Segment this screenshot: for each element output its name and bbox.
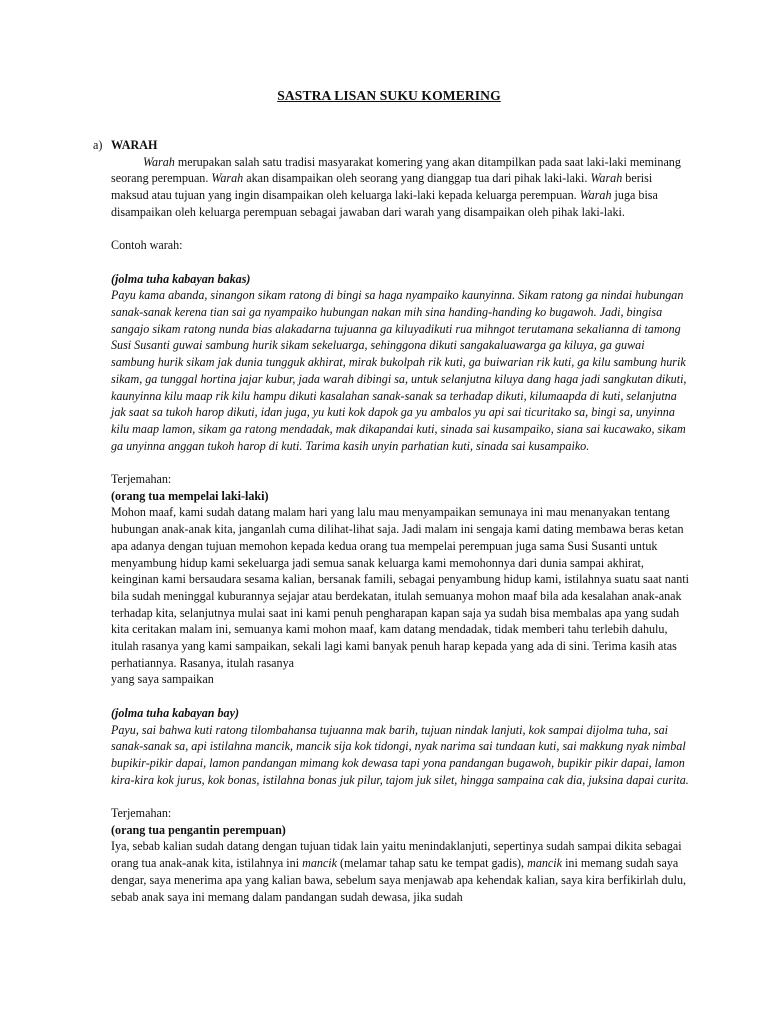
italic-term: mancik <box>302 856 338 871</box>
section-marker: a) <box>93 138 103 152</box>
translation-1-text: Mohon maaf, kami sudah datang malam hari yang lalu mau menyampaikan semunaya ini mau menanyakan tentang hubungan anak-anak kita, janganlah cuma dilihat-lihat saja. Jadi malam ini sengaja kami dating membawa beras ketan apa adanya dengan tujuan memohon kepada kedua orang tua mempelai perempuan juga sama Susi Susanti untuk menyambung hidup kami sekeluarga jadi semua sanak keluarga kami memohonnya dari dunia sampai akhirat, keinginan kami bersaudara sesama kalian, bersanak famili, sebagai penyambung hidup kami, istilahnya suatu saat nanti bila sudah meninggal kuburannya sejajar atau berdekatan, itulah semuanya mohon maaf bila ada kesalahan anak-anak terhadap kita, selanjutnya mulai saat ini kami penuh pengharapan kapan saja ya sudah bisa membalas apa yang sudah kita ceritakan malam ini, semuanya kami mohon maaf, kam datang mendadak, tidak memberi tahu terlebih dahulu, itulah rasanya yang kami sampaikan, sekali lagi kami banyak penuh harap kepada yang ada di sini. Terima kasih atas perhatiannya. Rasanya, itulah rasanya <box>111 505 689 670</box>
translation-2-heading: (orang tua pengantin perempuan) <box>111 822 286 837</box>
warah-2-heading: (jolma tuha kabayan bay) <box>111 705 239 720</box>
warah-1-text: Payu kama abanda, sinangon sikam ratong di bingi sa haga nyampaiko kaunyinna. Sikam ratong ga nindai hubungan sanak-sanak kerena tian sai ga nyampaiko hubungan nakan mih sina handing-handing ko bugawoh. Jadi, bingisa sangajo sikam ratong nunda bias alakadarna tujuanna ga kiluyadikuti rua mihngot terutamana sekalianna di tamong Susi Susanti guwai sambung hurik sikam sekeluarga, sehinggona dikuti sangakaluawarga ga kiluya, ga guwai sambung hurik sikam jak dunia tungguk akhirat, mirak bukolpah rik kuti, ga buiwarian rik kuti, ga kilu sambung hurik sikam, ga tunggal hortina jajar kubur, jada warah dibingi sa, untuk selanjutna kiluya dang haga jadi sangkutan dikuti, kaunyinna kilu maap rik kilu hampu dikuti kasalahan sanak-sanak sa terhadap dikuti, kilumaapda di kuti, selanjutna jak saat sa tukoh harop dikuti, idan juga, yu kuti kok dapok ga yu ambalos yu api sai ticuritako sa, bingi sa, unyinna kilu maap lamon, sikam ga ratong mendadak, mak dikapandai kuti, sinada sai kusampaiko, siana sai kucawako, sikam ga unyinna anggan tukoh harop di kuti. Tarima kasih unyin parhatian kuti, sinada sai kusampaiko. <box>111 288 687 453</box>
italic-term: Warah <box>579 188 612 203</box>
italic-term: Warah <box>143 154 175 169</box>
section-heading <box>93 137 691 154</box>
document-body <box>93 137 691 905</box>
section-heading-label: WARAH <box>111 138 158 152</box>
italic-term: mancik <box>527 856 563 871</box>
terjemahan-label-1: Terjemahan: <box>111 472 172 487</box>
italic-term: Warah <box>590 171 623 186</box>
warah-1-heading: (jolma tuha kabayan bakas) <box>111 271 251 286</box>
translation-1-heading: (orang tua mempelai laki-laki) <box>111 488 269 503</box>
translation-2-text: Iya, sebab kalian sudah datang dengan tujuan tidak lain yaitu menindaklanjuti, sepertinya sudah sampai dikita sebagai orang tua anak-anak kita, istilahnya ini mancik (melamar tahap satu ke tempat gadis), mancik ini memang sudah saya dengar, saya menerima apa yang kalian bawa, sebelum saya menjawab apa kehendak kalian, saya kira berfikirlah dulu, sebab anak saya ini memang dalam pandangan sudah dewasa, jika sudah <box>111 839 687 904</box>
warah-2-text: Payu, sai bahwa kuti ratong tilombahansa tujuanna mak barih, tujuan nindak lanjuti, kok sampai dijolma tuha, sai sanak-sanak sa, api istilahna mancik, mancik sija kok tidongi, nyak narima sai tundaan kuti, sai makkung nyak nimbal bupikir-pikir dapai, lamon pandangan mimang kok dewasa tapi yona pandangan bugawoh, bupikir pikir dapai, lamon kira-kira kok jurus, kok bonas, istilahna bonas juk pilur, tajom juk silet, hingga sampaina cak dia, juksina dapai curita. <box>111 722 689 787</box>
intro-paragraph: Warah merupakan salah satu tradisi masyarakat komering yang akan ditampilkan pada saat laki-laki meminang seorang perempuan. Warah akan disampaikan oleh seorang yang dianggap tua dari pihak laki-laki. Warah berisi maksud atau tujuan yang ingin disampaikan oleh keluarga laki-laki kepada keluarga perempuan. Warah juga bisa disampaikan oleh keluarga perempuan sebagai jawaban dari warah yang disampaikan oleh pihak laki-laki. <box>111 154 681 219</box>
italic-term: Warah <box>211 171 244 186</box>
document-title: SASTRA LISAN SUKU KOMERING <box>277 88 501 103</box>
terjemahan-label-2: Terjemahan: <box>111 806 172 821</box>
translation-1-closing: yang saya sampaikan <box>111 672 214 687</box>
contoh-label: Contoh warah: <box>111 238 183 253</box>
